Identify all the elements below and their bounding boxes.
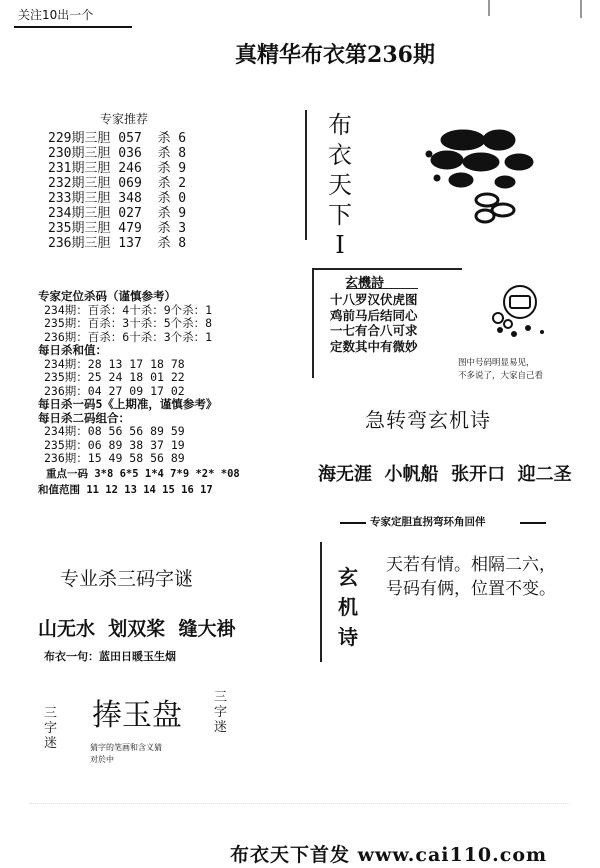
kill-row: 235期：百杀：3十杀：5个杀：8	[44, 316, 213, 330]
vertical-char: 下	[328, 201, 352, 229]
footer-text: 布衣天下首发 www.cai110.com	[230, 844, 548, 866]
riddle-side-right: 三字迷	[214, 690, 228, 735]
expert-row: 235期三胆 479 杀 3	[48, 221, 187, 236]
balls-illustration	[415, 118, 555, 228]
page-title: 真精华布衣第236期	[235, 42, 435, 68]
divider	[346, 288, 418, 289]
sum-title: 每日杀和值：	[38, 343, 107, 357]
two-code-title: 每日杀二码组合：	[38, 410, 130, 425]
divider	[14, 26, 132, 28]
expert-row: 232期三胆 069 杀 2	[48, 176, 187, 191]
vertical-char: 天	[328, 171, 352, 199]
xuanji-line: 十八罗汉伏虎图	[330, 292, 418, 307]
border-mark	[580, 0, 582, 18]
buyi-sentence: 布衣一句：蓝田日暖玉生烟	[44, 650, 176, 663]
sum-range: 和值范围 11 12 13 14 15 16 17	[38, 484, 213, 496]
kill-row: 234期：百杀：4十杀：9个杀：1	[44, 302, 213, 317]
kill-section	[38, 290, 240, 498]
riddle-big: 捧玉盘	[92, 698, 182, 733]
xuanji-line: 鸡前马后结同心	[330, 307, 418, 323]
xuanji-line: 一七有合八可求	[330, 323, 418, 338]
vertical-char: 诗	[338, 625, 358, 649]
divider	[340, 522, 366, 524]
riddle-title: 专业杀三码字谜	[60, 568, 194, 590]
divider	[320, 542, 322, 662]
riddle-note: 对於中	[90, 755, 114, 764]
two-code-row: 235期：06 89 38 37 19	[44, 437, 185, 452]
vertical-char: 衣	[328, 141, 352, 169]
vertical-char: I	[335, 231, 345, 259]
coins-illustration	[486, 282, 566, 342]
vertical-char: 玄	[338, 565, 358, 589]
sum-row: 234期：28 13 17 18 78	[44, 356, 185, 371]
expert-row: 229期三胆 057 杀 6	[48, 131, 187, 146]
divider	[520, 522, 546, 524]
divider	[312, 268, 462, 270]
expert-list	[48, 131, 186, 251]
key-one-code: 重点一码 3*8 6*5 1*4 7*9 *2* *08	[46, 467, 240, 480]
vertical-char: 布	[328, 111, 352, 139]
divider	[312, 268, 314, 378]
expert-row: 230期三胆 036 杀 8	[48, 146, 187, 161]
riddle-side-left: 三字迷	[44, 706, 58, 751]
turn-poem-title: 急转弯玄机诗	[365, 408, 491, 432]
two-code-row: 236期：15 49 58 56 89	[44, 451, 185, 465]
divider	[305, 110, 307, 240]
expert-row: 236期三胆 137 杀 8	[48, 236, 187, 251]
expert-row: 233期三胆 348 杀 0	[48, 191, 187, 206]
xuanji-box-title: 玄機詩	[345, 276, 385, 291]
buyi-vertical	[326, 110, 354, 260]
xuanji-hint: 图中号码明显易见，	[458, 358, 535, 368]
follow-note: 关注10出一个	[18, 8, 94, 22]
riddle-note: 猜字的笔画和含义猜	[90, 743, 162, 752]
expert-row: 234期三胆 027 杀 9	[48, 206, 187, 221]
sum-row: 236期：04 27 09 17 02	[44, 383, 185, 398]
sum-row: 235期：25 24 18 01 22	[44, 370, 185, 384]
expert-row: 231期三胆 246 杀 9	[48, 161, 187, 176]
divider	[30, 803, 570, 804]
vertical-char: 机	[338, 595, 358, 619]
kill-title: 专家定位杀码（谨慎参考）	[38, 289, 176, 303]
expert-title: 专家推荐	[100, 112, 149, 126]
turn-poem-line: 海无涯 小帆船 张开口 迎二圣	[318, 464, 572, 485]
border-mark	[488, 0, 490, 16]
one-code-title: 每日杀一码5《上期准，谨慎参考》	[38, 397, 218, 411]
xuanji-box-lines	[330, 292, 418, 354]
xuanji-poem-line: 号码有俩，位置不变。	[386, 579, 556, 599]
xuanji-side	[336, 562, 360, 652]
riddle-line: 山无水 划双桨 缝大褂	[38, 618, 236, 640]
xuanji-poem-line: 天若有情。相隔二六，	[386, 555, 556, 575]
xuanji-line: 定数其中有微妙	[330, 338, 418, 354]
kill-row: 236期：百杀：6十杀：3个杀：1	[44, 329, 213, 344]
xuanji-hint: 不多说了，大家自己看	[458, 371, 544, 381]
turn-poem-expert: 专家定胆直拐弯环角回伴	[370, 516, 486, 528]
two-code-row: 234期：08 56 56 89 59	[44, 424, 185, 438]
